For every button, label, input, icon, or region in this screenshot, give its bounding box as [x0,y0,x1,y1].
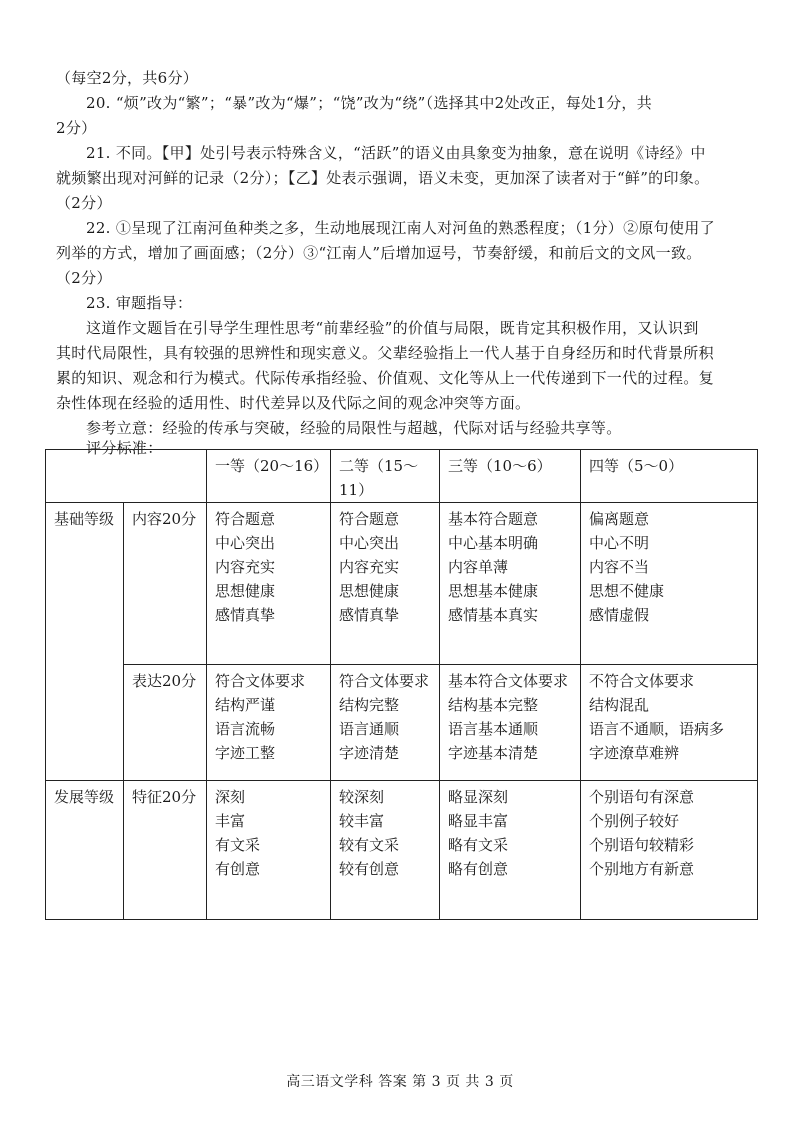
scoring-table [45,449,758,920]
header-grade-1: 一等（20～16） [207,450,331,503]
expression-grade-3: 基本符合文体要求 结构基本完整 语言基本通顺 字迹基本清楚 [440,665,581,781]
scoring-criteria-label: 评分标准： [86,439,163,457]
header-blank-cell [46,450,207,503]
expression-grade-2: 符合文体要求 结构完整 语言通顺 字迹清楚 [331,665,440,781]
feature-grade-1: 深刻 丰富 有文采 有创意 [207,781,331,920]
q23-guide-cont-2: 累的知识、观念和行为模式。代际传承指经验、价值观、文化等从上一代传递到下一代的过程。复 [56,369,714,387]
feature-grade-2: 较深刻 较丰富 较有文采 较有创意 [331,781,440,920]
page-footer: 高三语文学科 答案 第 3 页 共 3 页 [286,1074,514,1090]
row-label-content: 内容20分 [124,503,207,665]
expression-grade-1: 符合文体要求 结构严谨 语言流畅 字迹工整 [207,665,331,781]
row-label-expression: 表达20分 [124,665,207,781]
q21-answer: 21. 不同。【甲】处引号表示特殊含义，“活跃”的语义由具象变为抽象，意在说明《诗经》中 [86,144,706,162]
q23-guide-cont-3: 杂性体现在经验的适用性、时代差异以及代际之间的观念冲突等方面。 [56,394,531,412]
table-row-expression [46,665,758,781]
expression-grade-4: 不符合文体要求 结构混乱 语言不通顺，语病多 字迹潦草难辨 [581,665,758,781]
feature-grade-3: 略显深刻 略显丰富 略有文采 略有创意 [440,781,581,920]
q22-answer-cont: 列举的方式，增加了画面感；（2分）③“江南人”后增加逗号，节奏舒缓，和前后文的文风一致。 [56,244,702,262]
table-header-row [46,450,758,503]
content-grade-3: 基本符合题意 中心基本明确 内容单薄 思想基本健康 感情基本真实 [440,503,581,665]
group-basic-level: 基础等级 [46,503,124,781]
header-grade-2: 二等（15～11） [331,450,440,503]
table-row-feature [46,781,758,920]
header-grade-3: 三等（10～6） [440,450,581,503]
q23-guide: 这道作文题旨在引导学生理性思考“前辈经验”的价值与局限，既肯定其积极作用，又认识到 [86,319,699,337]
content-grade-2: 符合题意 中心突出 内容充实 思想健康 感情真挚 [331,503,440,665]
header-grade-4: 四等（5～0） [581,450,758,503]
group-development-level: 发展等级 [46,781,124,920]
q20-answer: 20. “烦”改为“繁”；“暴”改为“爆”；“饶”改为“绕”（选择其中2处改正，每处1分，共 [86,94,653,112]
q21-answer-cont: 就频繁出现对河鲜的记录（2分）；【乙】处表示强调，语义未变，更加深了读者对于“鲜”的印象。 [56,169,710,187]
q22-answer: 22. ①呈现了江南河鱼种类之多，生动地展现江南人对河鱼的熟悉程度；（1分）②原句使用了 [86,219,715,237]
row-label-feature: 特征20分 [124,781,207,920]
q23-reference-ideas: 参考立意：经验的传承与突破，经验的局限性与超越，代际对话与经验共享等。 [86,419,622,437]
content-grade-4: 偏离题意 中心不明 内容不当 思想不健康 感情虚假 [581,503,758,665]
q20-answer-cont: 2分） [56,119,97,137]
q23-heading: 23. 审题指导： [86,294,193,312]
table-row-content [46,503,758,665]
line-score-note: （每空2分，共6分） [56,69,199,87]
feature-grade-4: 个别语句有深意 个别例子较好 个别语句较精彩 个别地方有新意 [581,781,758,920]
q21-answer-score: （2分） [56,194,112,212]
q22-answer-score: （2分） [56,269,112,287]
q23-guide-cont-1: 其时代局限性，具有较强的思辨性和现实意义。父辈经验指上一代人基于自身经历和时代背景所积 [56,344,714,362]
content-grade-1: 符合题意 中心突出 内容充实 思想健康 感情真挚 [207,503,331,665]
